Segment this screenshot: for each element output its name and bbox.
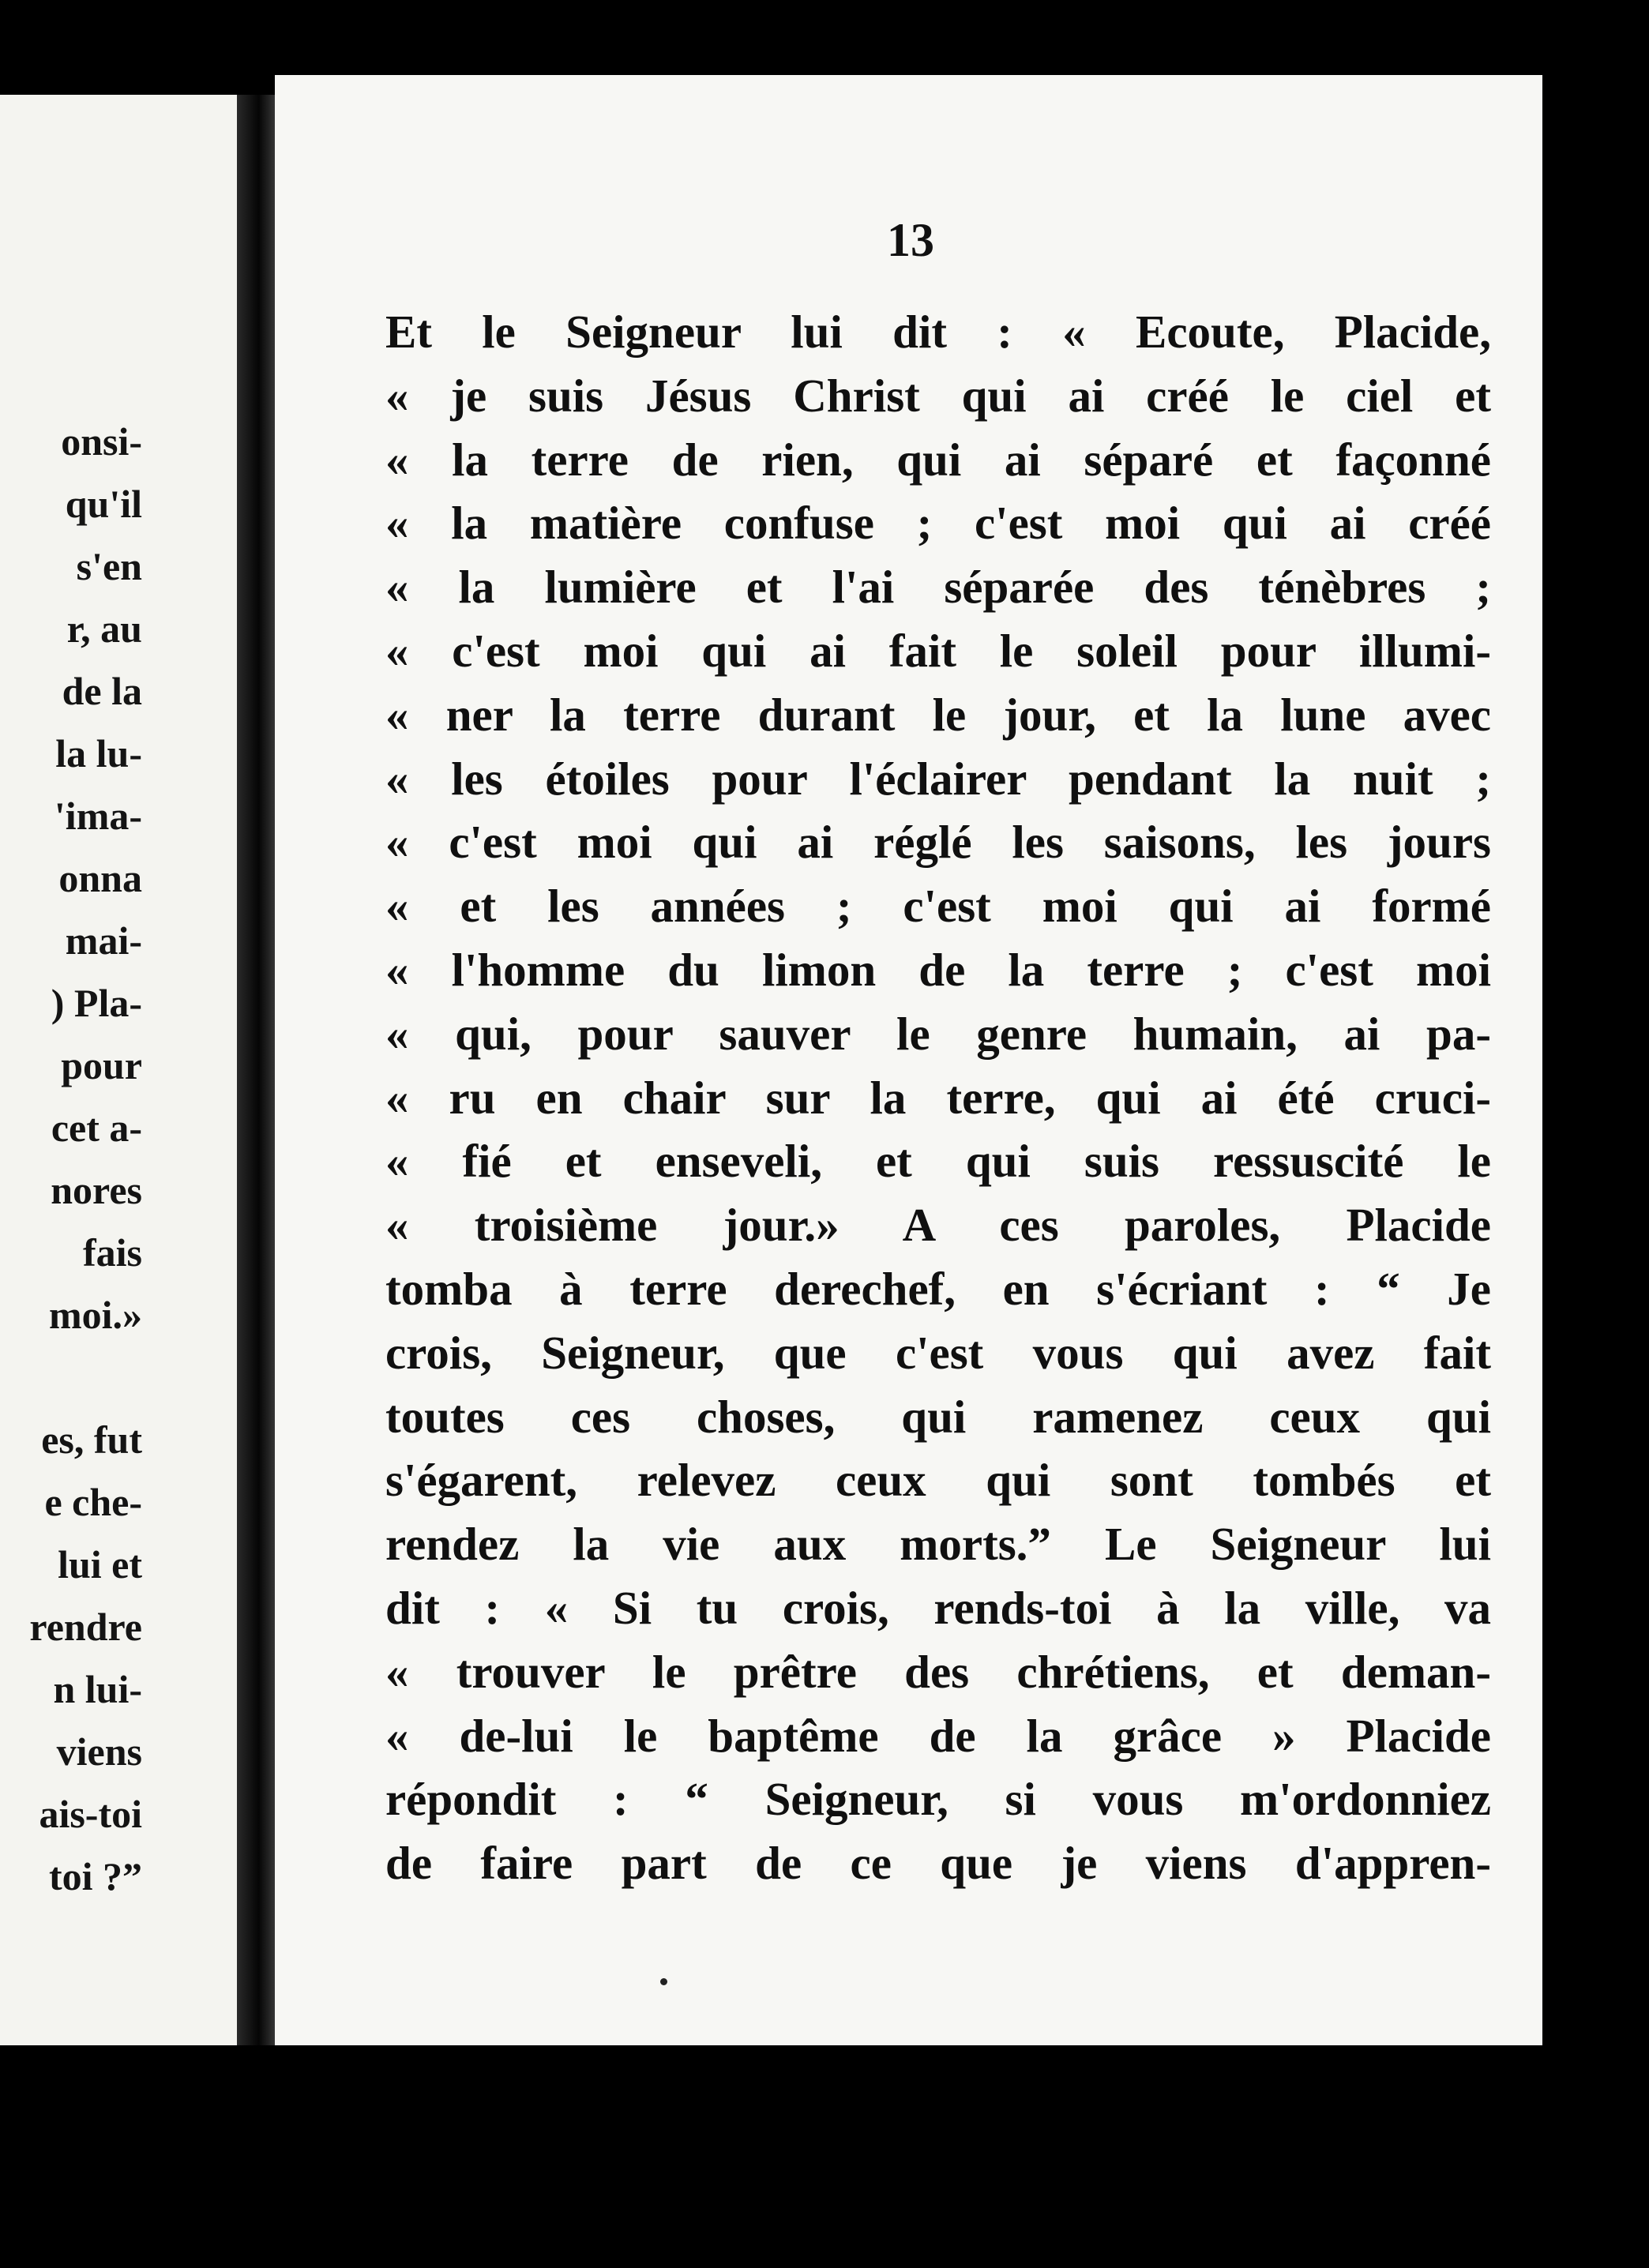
text-line: « ru en chair sur la terre, qui ai été cruci- [385,1071,1491,1124]
paragraph-gap [0,1346,142,1409]
left-page-line: r, au [66,606,142,651]
text-line: « et les années ; c'est moi qui ai formé [385,880,1491,933]
left-page-line: nores [51,1168,142,1212]
text-line: « de-lui le baptême de la grâce » Placide [385,1709,1491,1762]
main-page [275,75,1542,2045]
text-line: « c'est moi qui ai fait le soleil pour illumi- [385,624,1491,677]
left-page-line: pour [61,1043,142,1087]
text-line: « les étoiles pour l'éclairer pendant la nuit ; [385,752,1491,805]
left-page [0,95,237,2045]
text-line: toutes ces choses, qui ramenez ceux qui [385,1390,1491,1443]
left-page-line: s'en [76,544,142,588]
left-page-line: mai- [65,918,142,963]
text-line: « trouver le prêtre des chrétiens, et deman- [385,1645,1491,1698]
left-page-line: cet a- [51,1106,142,1150]
left-page-line: fais [83,1230,142,1275]
text-line: « fié et enseveli, et qui suis ressuscité le [385,1135,1491,1188]
text-line: rendez la vie aux morts.” Le Seigneur lui [385,1518,1491,1571]
text-line: « troisième jour.» A ces paroles, Placide [385,1199,1491,1252]
page-body-text [385,300,1491,1895]
left-page-line: lui et [58,1542,142,1586]
left-page-line: n lui- [53,1667,142,1711]
left-page-line: viens [56,1729,142,1774]
left-page-line: de la [62,669,142,713]
left-page-text [0,411,142,1908]
left-page-line: moi.» [48,1293,142,1337]
text-line: crois, Seigneur, que c'est vous qui avez fait [385,1326,1491,1379]
text-line: dit : « Si tu crois, rends-toi à la ville, va [385,1581,1491,1634]
left-page-line: la lu- [55,731,142,775]
ink-dot [660,1978,667,1985]
text-line: « la matière confuse ; c'est moi qui ai créé [385,497,1491,550]
text-line: « je suis Jésus Christ qui ai créé le ciel et [385,369,1491,422]
text-line: « qui, pour sauver le genre humain, ai pa- [385,1007,1491,1060]
text-line: s'égarent, relevez ceux qui sont tombés et [385,1454,1491,1507]
text-line: « ner la terre durant le jour, et la lune avec [385,688,1491,741]
page-number: 13 [887,214,934,266]
left-page-line: qu'il [65,482,142,526]
text-line: de faire part de ce que je viens d'appren- [385,1837,1491,1890]
left-page-line: ais-toi [39,1792,142,1836]
text-line: répondit : “ Seigneur, si vous m'ordonniez [385,1773,1491,1826]
left-page-line: 'ima- [54,794,142,838]
text-line: « c'est moi qui ai réglé les saisons, les jours [385,816,1491,869]
text-line: Et le Seigneur lui dit : « Ecoute, Placide, [385,306,1491,358]
left-page-line: onna [58,856,142,900]
left-page-line: toi ?” [48,1854,142,1898]
left-page-line: es, fut [41,1418,142,1462]
text-line: « l'homme du limon de la terre ; c'est moi [385,943,1491,996]
left-page-line: e che- [44,1480,142,1524]
text-line: « la terre de rien, qui ai séparé et façonné [385,433,1491,486]
book-gutter [237,95,276,2045]
left-page-line: ) Pla- [51,981,142,1025]
left-page-line: rendre [29,1605,142,1649]
text-line: « la lumière et l'ai séparée des ténèbres ; [385,561,1491,614]
text-line: tomba à terre derechef, en s'écriant : “ Je [385,1262,1491,1315]
left-page-line: onsi- [61,419,142,464]
